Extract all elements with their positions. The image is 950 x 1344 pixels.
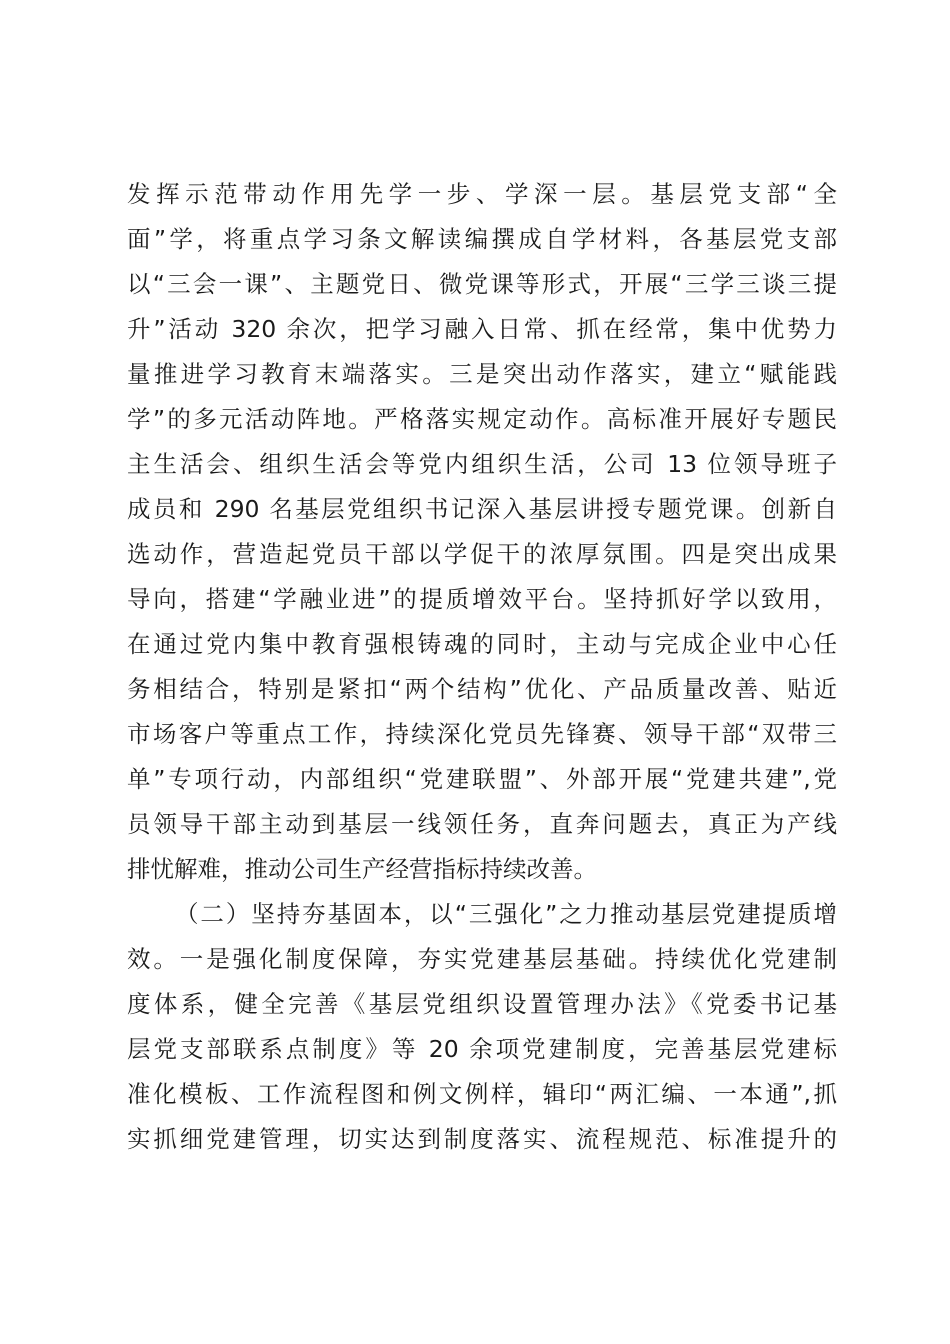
text-line-12: 务相结合，特别是紧扣“两个结构”优化、产品质量改善、贴近 [127, 675, 837, 703]
text-line-7: 主生活会、组织生活会等党内组织生活，公司 13 位领导班子 [127, 450, 837, 478]
text-line-18: 效。一是强化制度保障，夯实党建基层基础。持续优化党建制 [127, 945, 837, 973]
text-line-14: 单”专项行动，内部组织“党建联盟”、外部开展“党建共建”,党 [127, 765, 837, 793]
body-text [127, 172, 837, 1162]
text-line-6: 学”的多元活动阵地。严格落实规定动作。高标准开展好专题民 [127, 405, 837, 433]
text-line-2: 面”学，将重点学习条文解读编撰成自学材料，各基层党支部 [127, 225, 837, 253]
text-line-13: 市场客户等重点工作，持续深化党员先锋赛、领导干部“双带三 [127, 720, 837, 748]
text-line-21: 准化模板、工作流程图和例文例样，辑印“两汇编、一本通”,抓 [127, 1080, 837, 1108]
text-line-1: 发挥示范带动作用先学一步、学深一层。基层党支部“全 [127, 180, 837, 208]
text-line-5: 量推进学习教育末端落实。三是突出动作落实，建立“赋能践 [127, 360, 837, 388]
text-line-9: 选动作，营造起党员干部以学促干的浓厚氛围。四是突出成果 [127, 540, 837, 568]
text-line-20: 层党支部联系点制度》等 20 余项党建制度，完善基层党建标 [127, 1035, 837, 1063]
text-line-16: 排忧解难，推动公司生产经营指标持续改善。 [127, 855, 597, 883]
text-line-15: 员领导干部主动到基层一线领任务，直奔问题去，真正为产线 [127, 810, 837, 838]
text-line-22: 实抓细党建管理，切实达到制度落实、流程规范、标准提升的 [127, 1125, 837, 1153]
text-line-11: 在通过党内集中教育强根铸魂的同时，主动与完成企业中心任 [127, 630, 837, 658]
text-line-8: 成员和 290 名基层党组织书记深入基层讲授专题党课。创新自 [127, 495, 837, 523]
text-line-10: 导向，搭建“学融业进”的提质增效平台。坚持抓好学以致用， [127, 585, 837, 613]
text-line-4: 升”活动 320 余次，把学习融入日常、抓在经常，集中优势力 [127, 315, 837, 343]
text-line-3: 以“三会一课”、主题党日、微党课等形式，开展“三学三谈三提 [127, 270, 837, 298]
text-line-17: （二）坚持夯基固本，以“三强化”之力推动基层党建提质增 [175, 900, 837, 928]
text-line-19: 度体系，健全完善《基层党组织设置管理办法》《党委书记基 [127, 990, 837, 1018]
